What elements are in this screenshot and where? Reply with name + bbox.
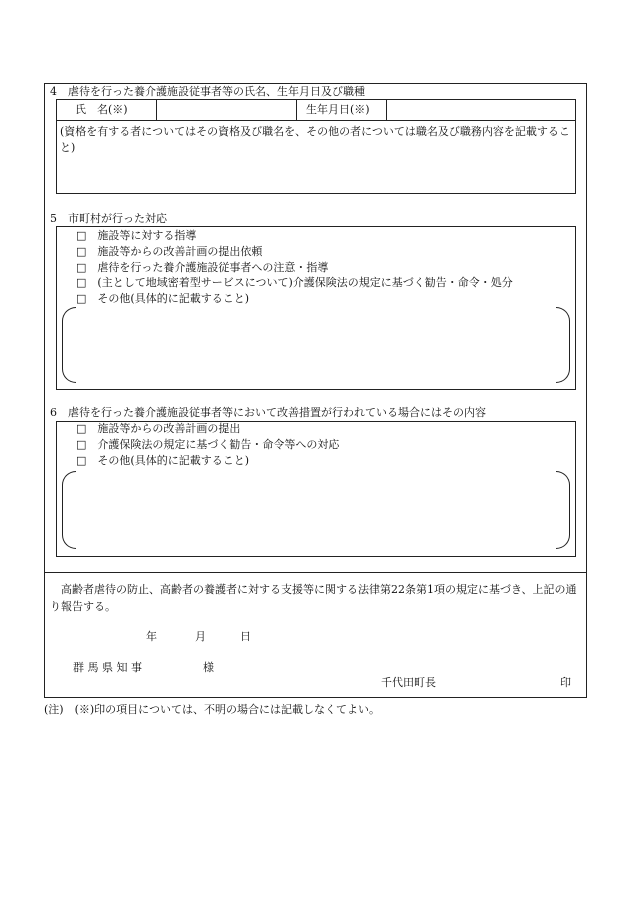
bracket-close — [556, 471, 570, 549]
checkbox[interactable]: □ — [76, 454, 87, 467]
qualification-note: (資格を有する者についてはその資格及び職名を、その他の者については職名及び職務内容を記載すること) — [60, 125, 570, 154]
checkbox[interactable]: □ — [76, 229, 87, 242]
col-divider — [386, 99, 387, 120]
name-label: 氏 名(※) — [75, 103, 128, 116]
option-label: 施設等からの改善計画の提出依頼 — [97, 245, 263, 258]
section4-heading: 4 虐待を行った養介護施設従事者等の氏名、生年月日及び職種 — [50, 85, 365, 98]
col-divider — [156, 99, 157, 120]
checkbox[interactable]: □ — [76, 276, 87, 289]
checkbox[interactable]: □ — [76, 438, 87, 451]
response-option[interactable] — [76, 229, 196, 242]
improvement-option[interactable] — [76, 454, 249, 467]
staff-row-divider — [56, 120, 576, 121]
checkbox[interactable]: □ — [76, 245, 87, 258]
checkbox[interactable]: □ — [76, 261, 87, 274]
option-label: 施設等に対する指導 — [97, 229, 197, 242]
option-label: 施設等からの改善計画の提出 — [97, 422, 241, 435]
response-option[interactable] — [76, 292, 249, 305]
bracket-open — [62, 307, 76, 383]
date-month: 月 — [195, 630, 206, 643]
bracket-close — [556, 307, 570, 383]
honorific: 様 — [203, 661, 214, 674]
improvement-option[interactable] — [76, 422, 240, 435]
response-option[interactable] — [76, 261, 328, 274]
sender-title: 千代田町長 — [381, 676, 436, 689]
improvement-option[interactable] — [76, 438, 339, 451]
footnote: (注) (※)印の項目については、不明の場合には記載しなくてよい。 — [44, 703, 380, 716]
date-year: 年 — [146, 630, 157, 643]
option-label: その他(具体的に記載すること) — [97, 292, 249, 305]
seal-mark: 印 — [560, 676, 571, 689]
response-option[interactable] — [76, 276, 513, 289]
footer-divider — [44, 572, 587, 573]
bracket-open — [62, 471, 76, 549]
option-label: (主として地域密着型サービスについて)介護保険法の規定に基づく勧告・命令・処分 — [97, 276, 513, 289]
section5-heading: 5 市町村が行った対応 — [50, 212, 167, 225]
option-label: 介護保険法の規定に基づく勧告・命令等への対応 — [97, 438, 340, 451]
response-option[interactable] — [76, 245, 262, 258]
option-label: その他(具体的に記載すること) — [97, 454, 249, 467]
section6-heading: 6 虐待を行った養介護施設従事者等において改善措置が行われている場合にはその内容 — [50, 406, 486, 419]
birthdate-label: 生年月日(※) — [306, 103, 370, 116]
date-day: 日 — [240, 630, 251, 643]
report-statement: 高齢者虐待の防止、高齢者の養護者に対する支援等に関する法律第22条第1項の規定に基づき、上記の通り報告する。 — [50, 583, 577, 613]
option-label: 虐待を行った養介護施設従事者への注意・指導 — [97, 261, 329, 274]
checkbox[interactable]: □ — [76, 292, 87, 305]
col-divider — [296, 99, 297, 120]
checkbox[interactable]: □ — [76, 422, 87, 435]
addressee: 群 馬 県 知 事 — [73, 661, 142, 674]
